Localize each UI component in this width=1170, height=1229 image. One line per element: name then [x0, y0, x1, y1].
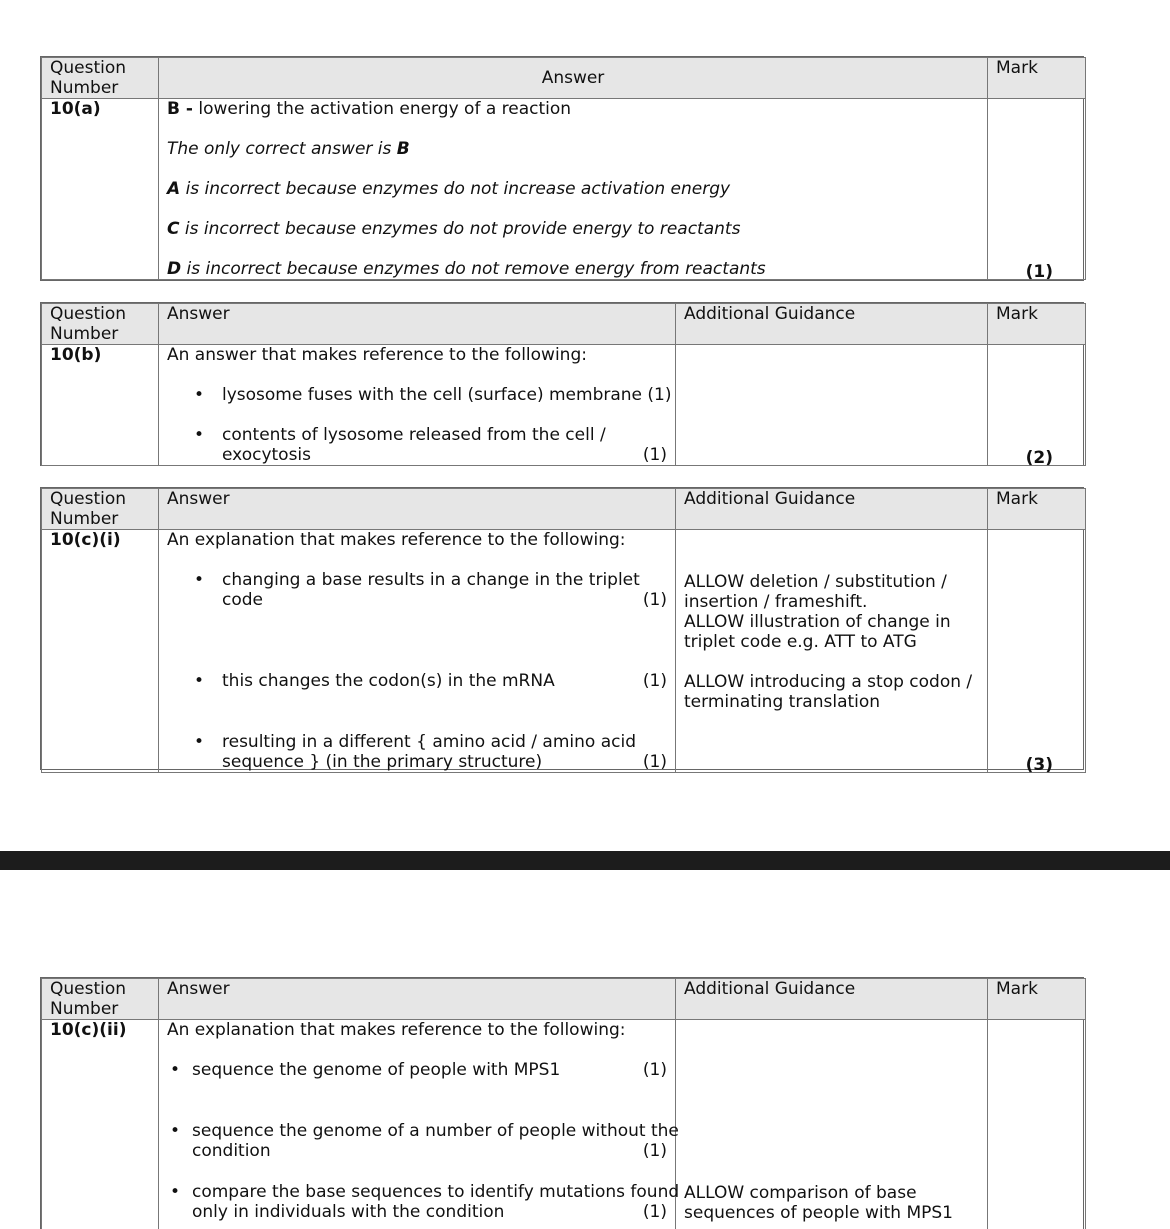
option-c-text: is incorrect because enzymes do not provide energy to reactants	[179, 219, 741, 239]
mark-cell	[988, 345, 1086, 466]
answer-point-1-text: code	[222, 590, 263, 610]
header-question-number	[42, 58, 159, 99]
answer-point-2-text: condition	[192, 1141, 271, 1161]
header-question-number-line2: Number	[50, 999, 119, 1019]
mark-value: (1)	[1025, 262, 1053, 282]
header-answer: Answer	[159, 58, 988, 99]
header-mark: Mark	[988, 304, 1086, 345]
answer-point-3-text: sequence } (in the primary structure)	[222, 752, 543, 772]
guidance-1-line3: ALLOW illustration of change in	[684, 612, 951, 632]
header-question-number-line1: Question	[50, 58, 127, 78]
answer-point-1-line2	[222, 590, 667, 610]
mark-cell	[988, 1020, 1086, 1229]
header-answer: Answer	[159, 489, 676, 530]
answer-point-2-line1: • contents of lysosome released from the cell /	[222, 425, 606, 445]
answer-point-1	[167, 1060, 667, 1080]
answer-text: lowering the activation energy of a reaction	[192, 99, 572, 119]
header-mark: Mark	[988, 58, 1086, 99]
guidance-cell	[676, 530, 988, 773]
answer-point-2-text: exocytosis	[222, 445, 312, 465]
header-answer: Answer	[159, 979, 676, 1020]
answer-point-3-mark: (1)	[642, 1202, 667, 1222]
answer-point-2	[167, 671, 667, 691]
mark-cell	[988, 530, 1086, 773]
mark-value: (3)	[1025, 755, 1053, 775]
header-question-number-line2: Number	[50, 78, 119, 98]
question-number: 10(c)(i)	[42, 530, 159, 773]
question-number: 10(a)	[42, 99, 159, 280]
answer-cell	[159, 345, 676, 466]
answer-point-1: • lysosome fuses with the cell (surface) membrane (1)	[167, 385, 667, 405]
guidance-1-line2: sequences of people with MPS1	[684, 1203, 953, 1223]
answer-point-2-line1: • sequence the genome of a number of people without the	[192, 1121, 679, 1141]
answer-intro: An explanation that makes reference to the following:	[167, 1020, 626, 1040]
answer-line-5	[167, 259, 979, 279]
correct-answer-letter: B	[396, 139, 410, 159]
answer-point-2-mark: (1)	[642, 1141, 667, 1161]
answer-point-2-line2	[222, 445, 667, 465]
header-mark: Mark	[988, 489, 1086, 530]
option-a-letter: A	[167, 179, 181, 199]
mark-cell	[988, 99, 1086, 280]
guidance-1-line1: ALLOW deletion / substitution /	[684, 572, 947, 592]
guidance-1-line2: insertion / frameshift.	[684, 592, 868, 612]
header-additional-guidance: Additional Guidance	[676, 979, 988, 1020]
guidance-1-line4: triplet code e.g. ATT to ATG	[684, 632, 917, 652]
header-question-number-line2: Number	[50, 509, 119, 529]
page-separator	[0, 851, 1170, 870]
option-d-letter: D	[167, 259, 182, 279]
header-answer: Answer	[159, 304, 676, 345]
option-d-text: is incorrect because enzymes do not remove energy from reactants	[181, 259, 766, 279]
header-question-number-line1: Question	[50, 979, 127, 999]
mark-scheme-table-10ci	[40, 487, 1084, 775]
option-a-text: is incorrect because enzymes do not increase activation energy	[180, 179, 731, 199]
answer-point-2	[167, 1121, 679, 1161]
answer-letter-b: B -	[167, 99, 193, 119]
answer-point-3-text: only in individuals with the condition	[192, 1202, 505, 1222]
mark-scheme-table-10b	[40, 302, 1084, 466]
answer-line-4	[167, 219, 979, 239]
answer-point-2-mark: (1)	[642, 671, 667, 691]
answer-cell	[159, 1020, 680, 1229]
header-question-number-line1: Question	[50, 304, 127, 324]
answer-point-1-line1: • changing a base results in a change in the triplet	[222, 570, 640, 590]
answer-point-1-mark: (1)	[642, 1060, 667, 1080]
answer-point-3-line1: • compare the base sequences to identify mutations found	[192, 1182, 680, 1202]
answer-line-3	[167, 179, 979, 199]
header-question-number	[42, 489, 159, 530]
mark-scheme-table-10cii	[40, 977, 1084, 1229]
answer-point-3	[167, 1182, 680, 1222]
answer-point-2	[167, 425, 667, 465]
mark-value: (2)	[1025, 448, 1053, 468]
answer-point-2-mark: (1)	[642, 445, 667, 465]
answer-point-1-text: • sequence the genome of people with MPS1	[192, 1060, 561, 1080]
answer-point-3	[167, 732, 667, 772]
answer-point-1	[167, 570, 667, 610]
answer-point-2-line2	[192, 1141, 667, 1161]
mark-scheme-table-10a	[40, 56, 1084, 281]
header-question-number	[42, 304, 159, 345]
answer-point-3-line2	[222, 752, 667, 772]
guidance-cell	[676, 1020, 988, 1229]
option-c-letter: C	[167, 219, 180, 239]
answer-point-3-mark: (1)	[642, 752, 667, 772]
question-number: 10(c)(ii)	[42, 1020, 159, 1229]
question-number: 10(b)	[42, 345, 159, 466]
answer-point-3-line1: • resulting in a different { amino acid / amino acid	[222, 732, 636, 752]
header-question-number-line1: Question	[50, 489, 127, 509]
header-question-number-line2: Number	[50, 324, 119, 344]
answer-line-1	[167, 99, 979, 119]
header-mark: Mark	[988, 979, 1086, 1020]
correct-answer-text: The only correct answer is	[167, 139, 397, 159]
answer-point-3-line2	[192, 1202, 667, 1222]
header-additional-guidance: Additional Guidance	[676, 489, 988, 530]
guidance-cell	[676, 345, 988, 466]
header-additional-guidance: Additional Guidance	[676, 304, 988, 345]
answer-intro: An answer that makes reference to the following:	[167, 345, 587, 365]
guidance-1-line1: ALLOW comparison of base	[684, 1183, 917, 1203]
answer-point-2-text: • this changes the codon(s) in the mRNA	[222, 671, 555, 691]
answer-cell	[159, 530, 676, 773]
answer-cell	[159, 99, 988, 280]
answer-intro: An explanation that makes reference to the following:	[167, 530, 626, 550]
answer-line-2	[167, 139, 979, 159]
answer-point-1-mark: (1)	[642, 590, 667, 610]
guidance-2-line1: ALLOW introducing a stop codon /	[684, 672, 973, 692]
guidance-2-line2: terminating translation	[684, 692, 881, 712]
header-question-number	[42, 979, 159, 1020]
